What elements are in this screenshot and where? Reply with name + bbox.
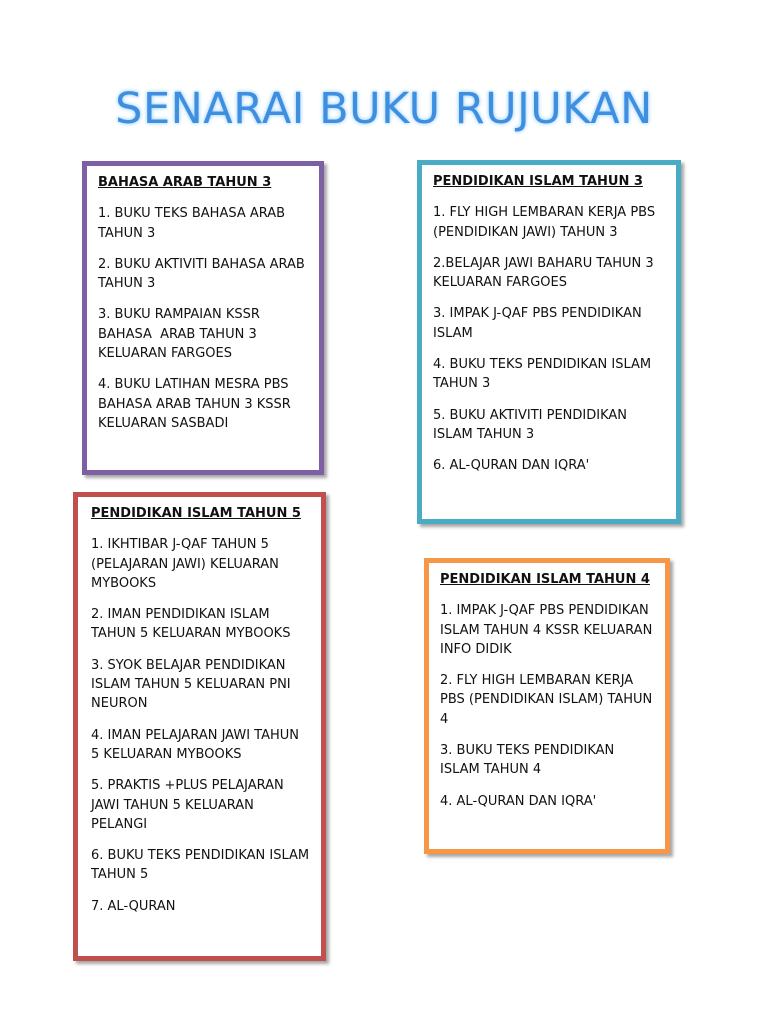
list-item: 1. BUKU TEKS BAHASA ARAB TAHUN 3 bbox=[98, 206, 290, 241]
book-list bbox=[98, 204, 309, 433]
list-item: 4. IMAN PELAJARAN JAWI TAHUN 5 KELUARAN MYBOOKS bbox=[91, 727, 304, 762]
list-item: 2. BUKU AKTIVITI BAHASA ARAB TAHUN 3 bbox=[98, 256, 309, 292]
list-item: 4. AL-QURAN DAN IQRA' bbox=[440, 793, 597, 809]
list-item: 6. BUKU TEKS PENDIDIKAN ISLAM TAHUN 5 bbox=[91, 848, 314, 883]
box-heading: PENDIDIKAN ISLAM TAHUN 3 bbox=[433, 174, 643, 189]
list-item: 2.BELAJAR JAWI BAHARU TAHUN 3 KELUARAN FARGOES bbox=[433, 255, 658, 291]
list-item: 1. IKHTIBAR J-QAF TAHUN 5 (PELAJARAN JAWI) KELUARAN MYBOOKS bbox=[91, 537, 283, 591]
list-item: 3. SYOK BELAJAR PENDIDIKAN ISLAM TAHUN 5 KELUARAN PNI NEURON bbox=[91, 657, 295, 712]
book-list-box bbox=[417, 160, 681, 524]
list-item: 3. BUKU TEKS PENDIDIKAN ISLAM TAHUN 4 bbox=[440, 743, 619, 778]
book-list-box bbox=[73, 492, 326, 961]
page-title: SENARAI BUKU RUJUKAN bbox=[115, 84, 653, 134]
book-list-box bbox=[82, 161, 324, 475]
book-list bbox=[433, 203, 666, 475]
box-heading: BAHASA ARAB TAHUN 3 bbox=[98, 175, 272, 190]
list-item: 5. PRAKTIS +PLUS PELAJARAN JAWI TAHUN 5 KELUARAN PELANGI bbox=[91, 778, 288, 832]
list-item: 1. IMPAK J-QAF PBS PENDIDIKAN ISLAM TAHUN 4 KSSR KELUARAN INFO DIDIK bbox=[440, 603, 657, 657]
box-heading: PENDIDIKAN ISLAM TAHUN 4 bbox=[440, 572, 650, 587]
list-item: 6. AL-QURAN DAN IQRA' bbox=[433, 458, 590, 474]
box-heading: PENDIDIKAN ISLAM TAHUN 5 bbox=[91, 506, 301, 521]
list-item: 3. BUKU RAMPAIAN KSSR BAHASA ARAB TAHUN 3 KELUARAN FARGOES bbox=[98, 307, 265, 362]
list-item: 3. IMPAK J-QAF PBS PENDIDIKAN ISLAM bbox=[433, 306, 646, 341]
book-list-box bbox=[424, 558, 670, 854]
list-item: 2. IMAN PENDIDIKAN ISLAM TAHUN 5 KELUARAN MYBOOKS bbox=[91, 607, 291, 642]
book-list bbox=[440, 601, 655, 811]
list-item: 4. BUKU LATIHAN MESRA PBS BAHASA ARAB TAHUN 3 KSSR KELUARAN SASBADI bbox=[98, 377, 295, 431]
list-item: 7. AL-QURAN bbox=[91, 898, 176, 914]
list-item: 4. BUKU TEKS PENDIDIKAN ISLAM TAHUN 3 bbox=[433, 357, 656, 392]
list-item: 2. FLY HIGH LEMBARAN KERJA PBS (PENDIDIKAN ISLAM) TAHUN 4 bbox=[440, 673, 657, 727]
book-list bbox=[91, 535, 314, 916]
list-item: 1. FLY HIGH LEMBARAN KERJA PBS (PENDIDIKAN JAWI) TAHUN 3 bbox=[433, 205, 660, 240]
list-item: 5. BUKU AKTIVITI PENDIDIKAN ISLAM TAHUN 3 bbox=[433, 407, 632, 442]
